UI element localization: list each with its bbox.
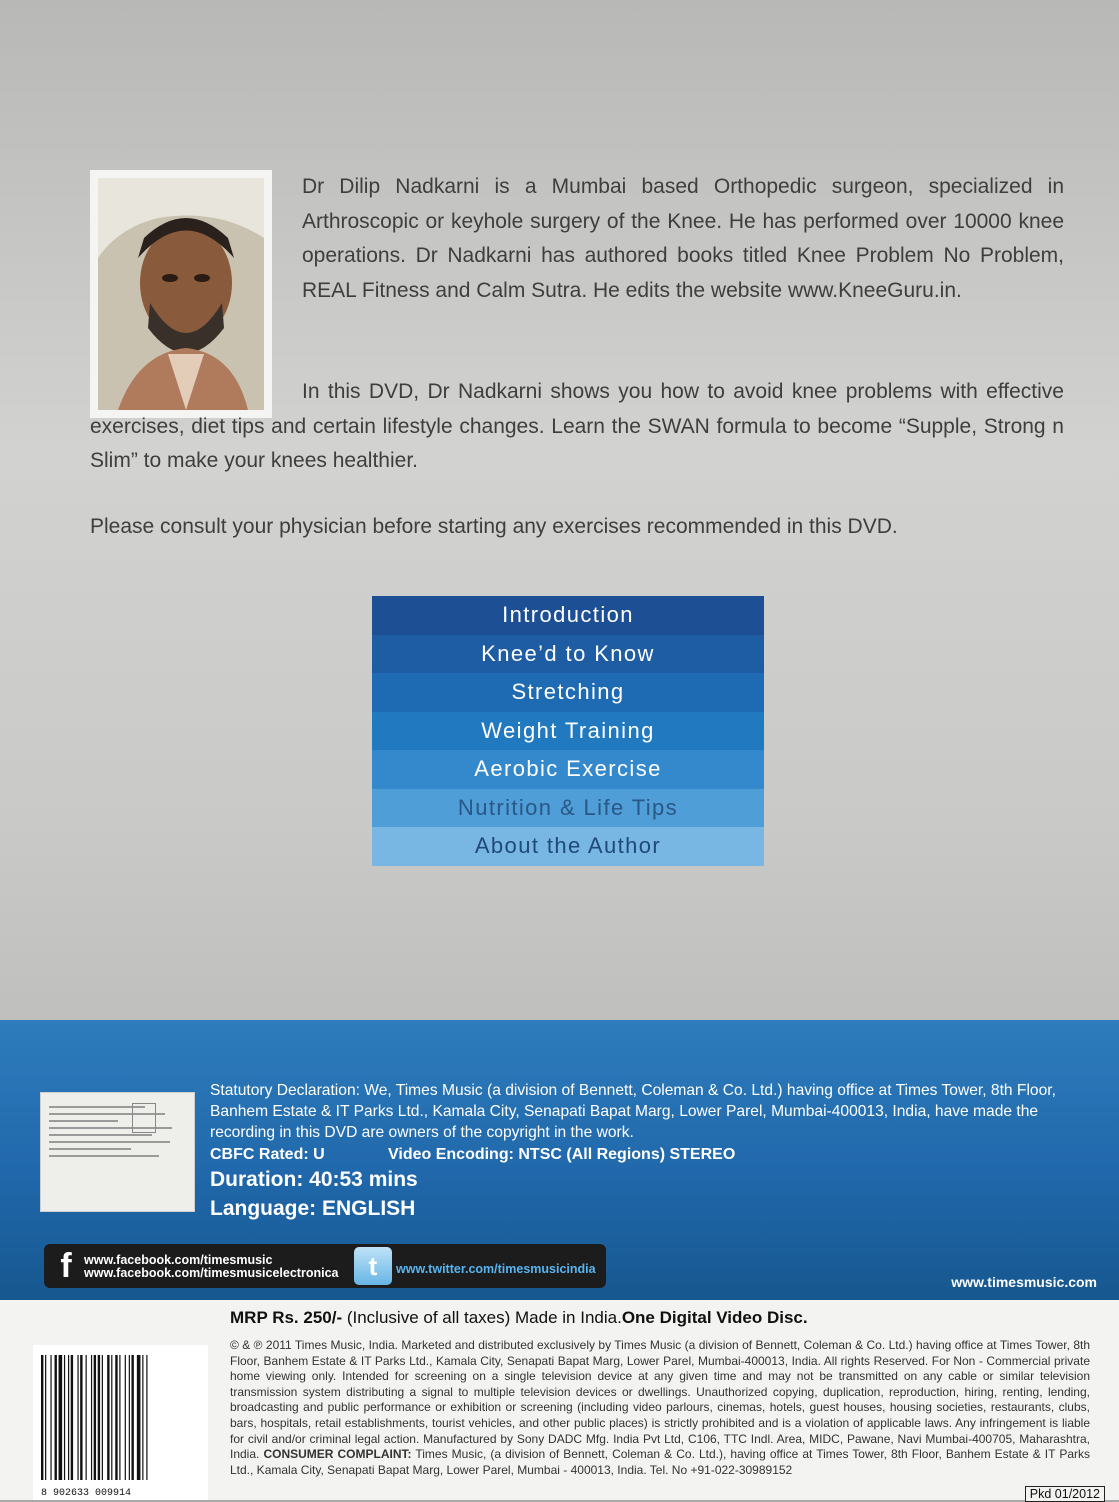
menu-item-aerobic-exercise: Aerobic Exercise bbox=[372, 750, 764, 789]
menu-item-weight-training: Weight Training bbox=[372, 712, 764, 751]
barcode-bar bbox=[77, 1355, 78, 1480]
barcode bbox=[33, 1345, 208, 1500]
barcode-bar bbox=[94, 1355, 96, 1480]
menu-item-introduction: Introduction bbox=[372, 596, 764, 635]
barcode-bar bbox=[129, 1355, 130, 1480]
facebook-links bbox=[84, 1254, 339, 1280]
barcode-bar bbox=[45, 1355, 46, 1480]
dvd-description-paragraph bbox=[90, 375, 1064, 479]
mrp-price: MRP Rs. 250/- bbox=[230, 1308, 343, 1327]
menu-item-about-the-author: About the Author bbox=[372, 827, 764, 866]
duration: Duration: 40:53 mins bbox=[210, 1168, 418, 1191]
website-link[interactable]: www.timesmusic.com bbox=[951, 1274, 1097, 1290]
barcode-bar bbox=[68, 1355, 69, 1480]
menu-item-stretching: Stretching bbox=[372, 673, 764, 712]
menu-item-kneed-to-know: Knee’d to Know bbox=[372, 635, 764, 674]
statutory-declaration: Statutory Declaration: We, Times Music (a division of Bennett, Coleman & Co. Ltd.) having office at Times Tower, 8th Floor, Banhem Estate & IT Parks Ltd., Kamala City, Senapati Bapat Marg, Lower Parel, Mumbai-400013, India, have made the recording in this DVD are owners of the copyright in the work. bbox=[210, 1082, 1056, 1141]
barcode-bar bbox=[64, 1355, 65, 1480]
menu-item-nutrition-life-tips: Nutrition & Life Tips bbox=[372, 789, 764, 828]
barcode-bar bbox=[55, 1355, 57, 1480]
barcode-bar bbox=[111, 1355, 112, 1480]
barcode-bar bbox=[50, 1355, 51, 1480]
cbfc-rating: CBFC Rated: U bbox=[210, 1146, 325, 1163]
barcode-bar bbox=[119, 1355, 120, 1480]
barcode-bar bbox=[91, 1355, 92, 1480]
dvd-description-text: In this DVD, Dr Nadkarni shows you how to avoid knee problems with effective exercises, diet tips and certain lifestyle changes. Learn the SWAN formula to become “Supple, Strong n Slim” to make your knees healthier. bbox=[90, 380, 1064, 472]
barcode-bar bbox=[102, 1355, 103, 1480]
barcode-bar bbox=[115, 1355, 117, 1480]
barcode-digits: 8 902633 009914 bbox=[41, 1488, 132, 1499]
mrp-detail: (Inclusive of all taxes) Made in India. bbox=[342, 1308, 622, 1327]
packed-date: Pkd 01/2012 bbox=[1025, 1486, 1105, 1502]
twitter-icon[interactable]: t bbox=[354, 1247, 392, 1285]
barcode-bar bbox=[41, 1355, 43, 1480]
facebook-link-timesmusic[interactable]: www.facebook.com/timesmusic bbox=[84, 1253, 273, 1267]
disc-type: One Digital Video Disc. bbox=[621, 1308, 808, 1327]
barcode-bar bbox=[98, 1355, 100, 1480]
barcode-image bbox=[33, 1345, 208, 1500]
author-bio-paragraph: Dr Dilip Nadkarni is a Mumbai based Orthopedic surgeon, specialized in Arthroscopic or keyhole surgery of the Knee. He has performed over 10000 knee operations. Dr Nadkarni has authored books titled Knee Problem No Problem, REAL Fitness and Calm Sutra. He edits the website www.KneeGuru.in. bbox=[302, 175, 1064, 302]
barcode-bar bbox=[80, 1355, 82, 1480]
barcode-bar bbox=[125, 1355, 126, 1480]
barcode-bar bbox=[137, 1355, 141, 1480]
chapter-menu bbox=[372, 596, 764, 866]
cbfc-certificate-image bbox=[40, 1092, 195, 1212]
video-encoding: Video Encoding: NTSC (All Regions) STEREO bbox=[388, 1146, 736, 1163]
social-links-bar bbox=[44, 1244, 606, 1288]
emblem-icon bbox=[132, 1103, 156, 1133]
legal-text bbox=[230, 1338, 1090, 1478]
facebook-icon[interactable]: f bbox=[60, 1247, 72, 1285]
barcode-bar bbox=[142, 1355, 143, 1480]
barcode-bar bbox=[59, 1355, 63, 1480]
copyright-notice: © & ℗ 2011 Times Music, India. Marketed and distributed exclusively by Times Music (a division of Bennett, Coleman & Co. Ltd.) having office at Times Tower, 8th Floor, Banhem Estate & IT Parks Ltd., Kamala City, Senapati Bapat Marg, Lower Parel, Mumbai-400013, India. All rights Reserved. For Non - Commercial private home viewing only. Intended for screening on a single television device at any given time and may not be transmitted on any cable or similar television transmission system distributing a signal to multiple television devices or dwellings. Unauthorized copying, duplication, reproduction, hiring, renting, lending, broadcasting and public performance or exhibition or screening (including video parlours, cinemas, hotels, guest houses, housing societies, restaurants, clubs, bars, hospitals, retail establishments, tourist vehicles, and other public places) is strictly prohibited and is a violation of applicable laws. Any infringement is liable for civil and/or criminal legal action. Manufactured by Sony DADC Mfg. India Pvt Ltd, C106, TTC Indl. Area, MIDC, Pawane, Navi Mumbai-400705, Maharashtra, India. bbox=[230, 1338, 1090, 1462]
facebook-link-electronica[interactable]: www.facebook.com/timesmusicelectronica bbox=[84, 1266, 339, 1280]
consult-note: Please consult your physician before starting any exercises recommended in this DVD. bbox=[90, 515, 898, 538]
barcode-bar bbox=[107, 1355, 109, 1480]
barcode-bar bbox=[71, 1355, 73, 1480]
mrp-line bbox=[230, 1308, 808, 1328]
barcode-bar bbox=[146, 1355, 147, 1480]
twitter-link[interactable]: www.twitter.com/timesmusicindia bbox=[396, 1262, 596, 1276]
barcode-bar bbox=[131, 1355, 133, 1480]
consumer-complaint-text: Times Music, (a division of Bennett, Coleman & Co. Ltd.), having office at Times Tower, 8th Floor, Banhem Estate & IT Parks Ltd., Kamala City, Senapati Bapat Marg, Lower Parel, Mumbai - 400013, India. Tel. No +91-022-30989152 bbox=[230, 1447, 1091, 1477]
consumer-complaint-label: CONSUMER COMPLAINT: bbox=[263, 1447, 412, 1462]
barcode-bar bbox=[86, 1355, 87, 1480]
language: Language: ENGLISH bbox=[210, 1197, 416, 1220]
